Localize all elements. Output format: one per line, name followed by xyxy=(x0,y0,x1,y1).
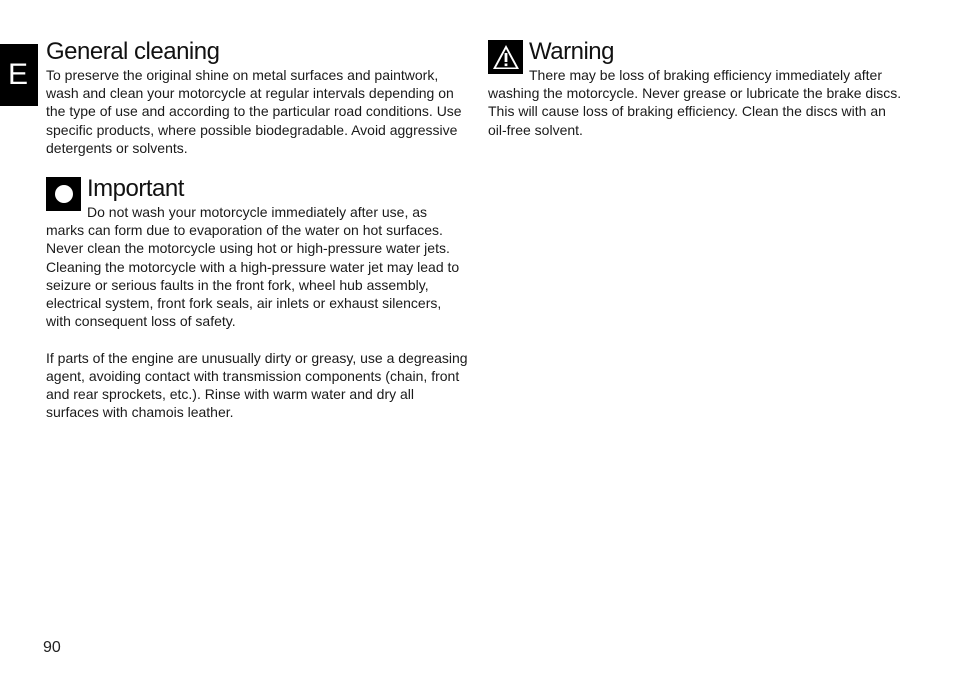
right-column xyxy=(488,38,908,139)
language-tab xyxy=(0,44,38,106)
important-heading: Important xyxy=(87,175,184,203)
important-callout xyxy=(46,175,468,330)
general-cleaning-section xyxy=(46,38,468,157)
general-cleaning-heading: General cleaning xyxy=(46,38,220,65)
page-number: 90 xyxy=(43,639,61,656)
warning-callout xyxy=(488,38,908,139)
general-cleaning-text: To preserve the original shine on metal surfaces and paintwork, wash and clean your motorcycle at regular intervals depending on the type of use and according to the particular road conditions. Use specific products, where possible biodegradable. Avoid aggressive detergents or solvents. xyxy=(46,67,462,156)
warning-triangle-icon xyxy=(488,40,523,74)
warning-text: There may be loss of braking efficiency immediately after washing the motorcycle. Never grease or lubricate the brake discs. This will cause loss of braking efficiency. Clean the discs with an oil-free solvent. xyxy=(488,67,902,138)
language-tab-letter: E xyxy=(7,58,28,91)
engine-cleaning-text: If parts of the engine are unusually dirty or greasy, use a degreasing agent, avoiding contact with transmission components (chain, front and rear sprockets, etc.). Rinse with warm water and dry all surfaces with chamois leather. xyxy=(46,349,468,421)
important-dot-icon xyxy=(46,177,81,211)
warning-heading: Warning xyxy=(529,38,614,65)
left-column xyxy=(46,38,468,421)
important-text: Do not wash your motorcycle immediately after use, as marks can form due to evaporation of the water on hot surfaces. Never clean the motorcycle using hot or high-pressure water jets. Cleaning the motorcycle with a high-pressure water jet may lead to seizure or serious faults in the front fork, wheel hub assembly, electrical system, front fork seals, air inlets or exhaust silencers, with consequent loss of safety. xyxy=(46,204,460,330)
